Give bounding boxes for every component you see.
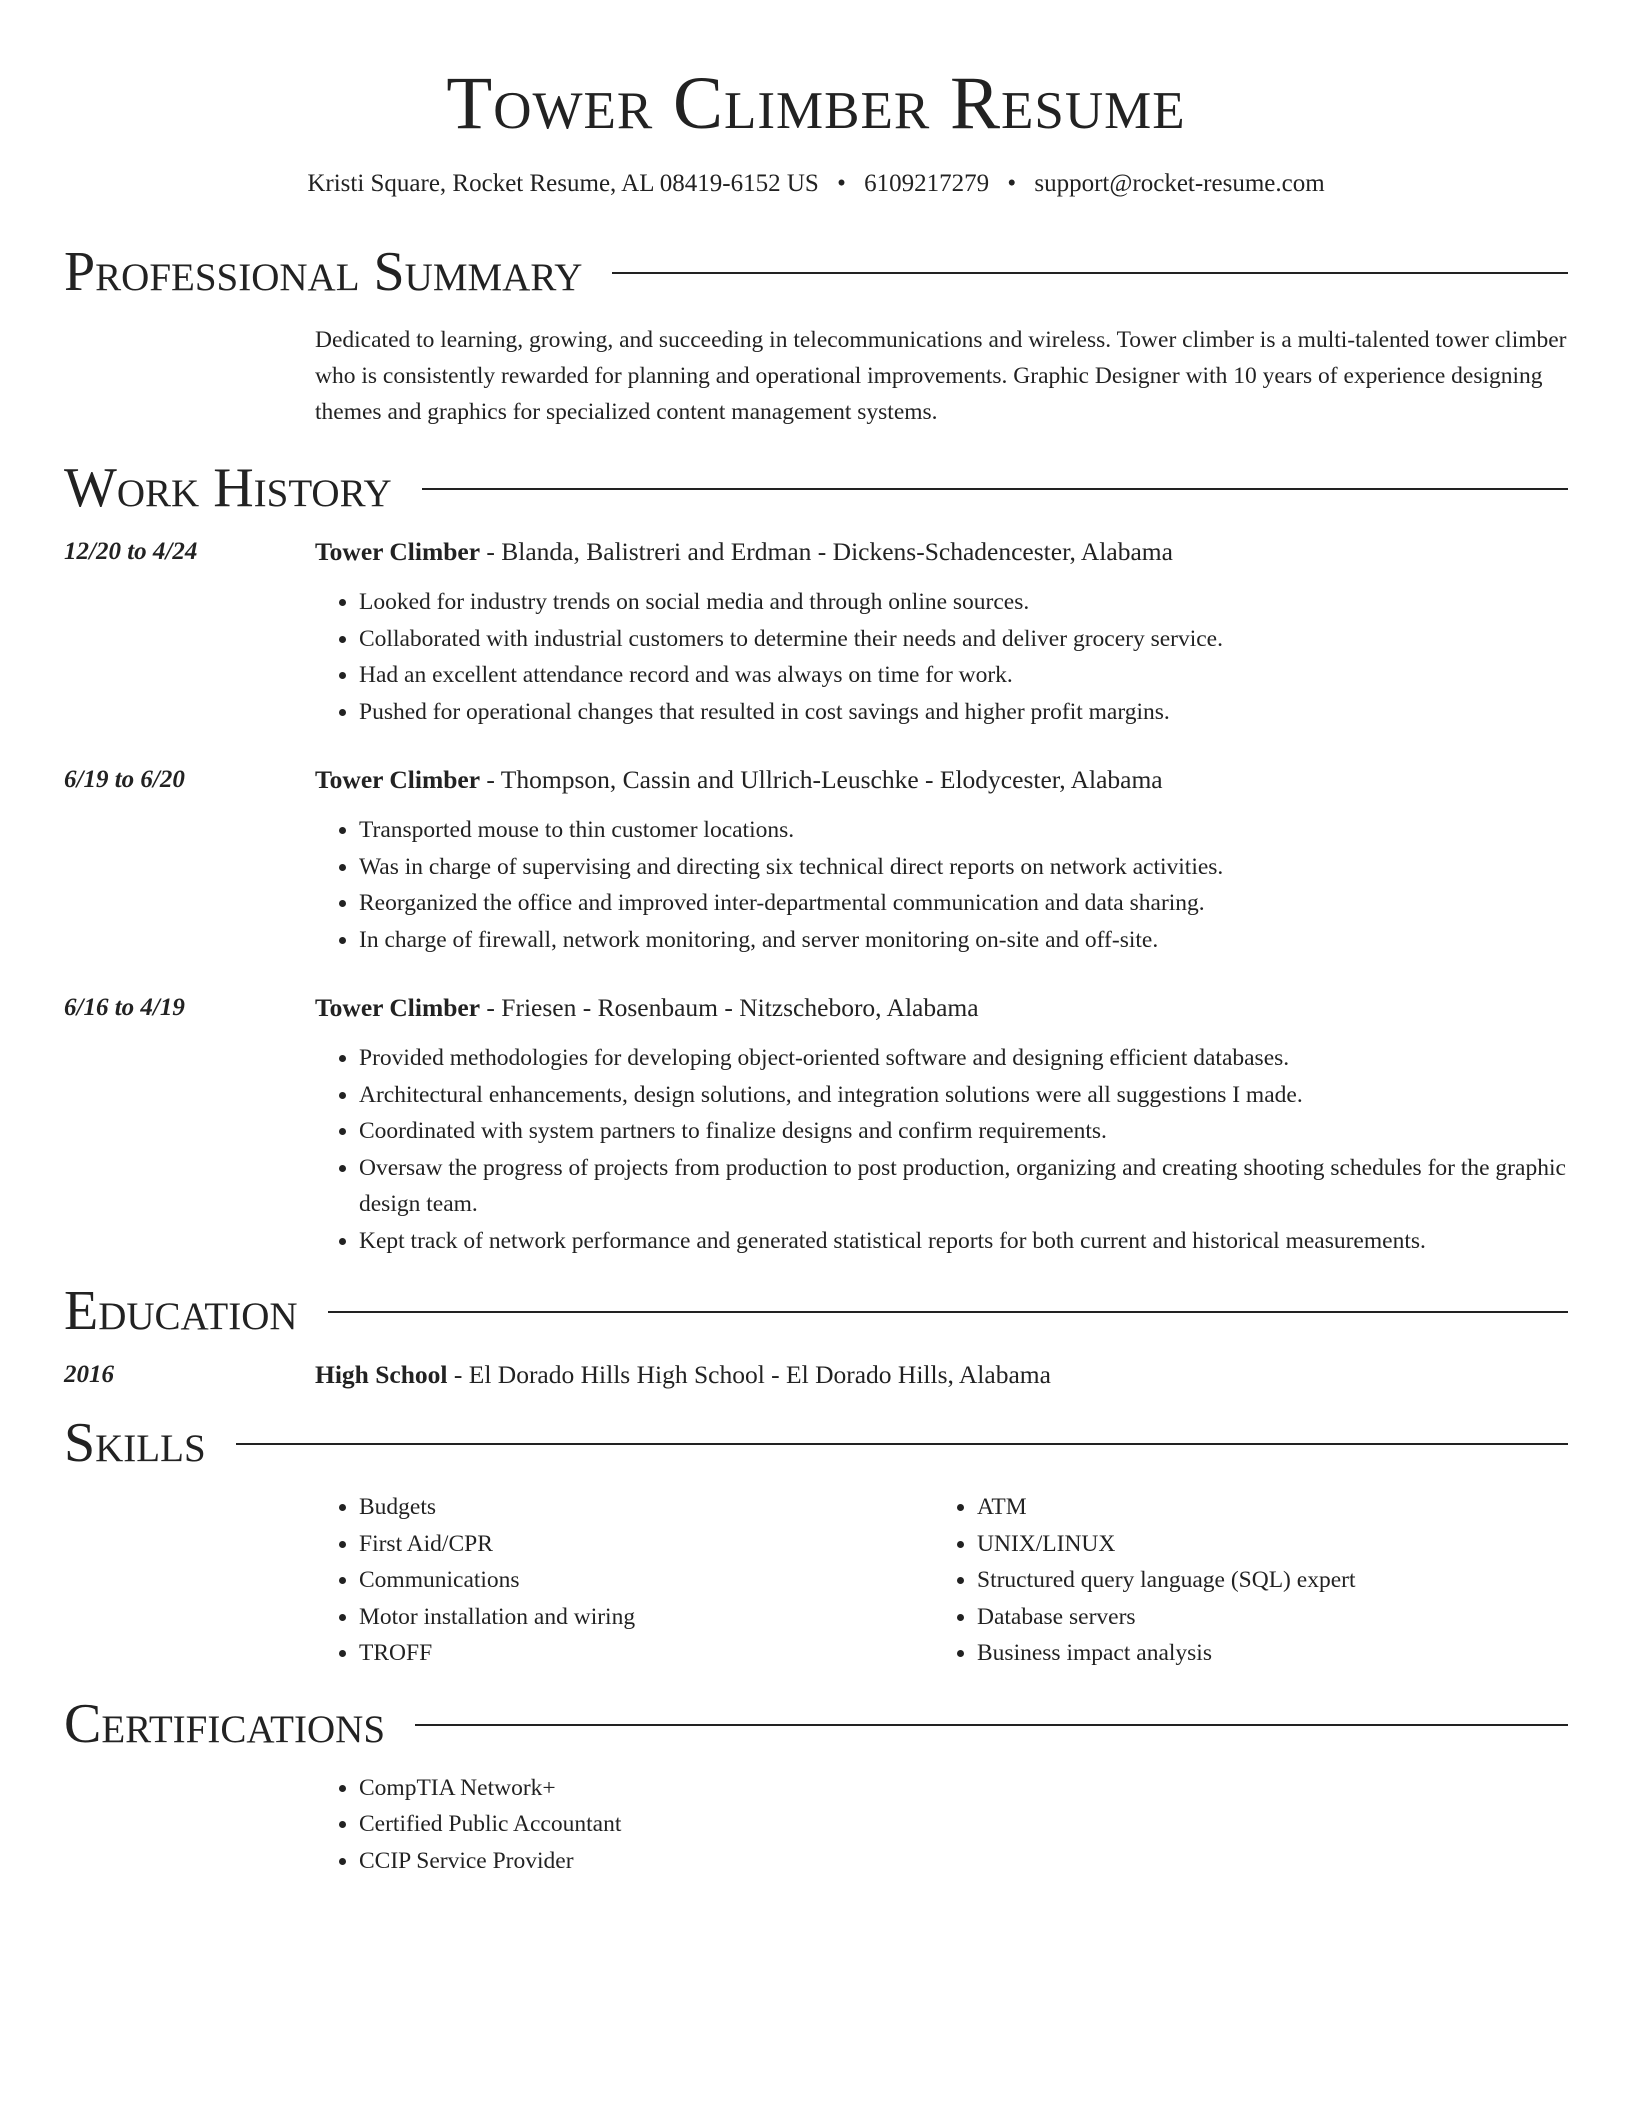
work-entry [64, 762, 1568, 958]
work-role: Tower Climber [315, 537, 481, 566]
section-title: Skills [64, 1412, 206, 1474]
work-headline [315, 534, 1568, 570]
section-divider [422, 488, 1568, 490]
section-divider [415, 1724, 1568, 1726]
list-item: • Communications [359, 1562, 933, 1599]
list-item: • ATM [977, 1489, 1551, 1526]
work-bullets [315, 812, 1568, 958]
list-item: • CompTIA Network+ [359, 1770, 1568, 1807]
list-item: • CCIP Service Provider [359, 1843, 1568, 1880]
skills-section-heading [64, 1411, 1568, 1475]
section-title: Education [64, 1280, 298, 1342]
work-dates: 6/19 to 6/20 [64, 766, 185, 793]
list-item: • Pushed for operational changes that resulted in cost savings and higher profit margins. [359, 694, 1568, 731]
section-title: Professional Summary [64, 241, 583, 303]
work-dates: 12/20 to 4/24 [64, 538, 198, 565]
list-item: • TROFF [359, 1635, 933, 1672]
list-item: • Coordinated with system partners to finalize designs and confirm requirements. [359, 1113, 1568, 1150]
contact-separator: • [1007, 170, 1017, 197]
section-divider [612, 272, 1568, 274]
work-details: - Thompson, Cassin and Ullrich-Leuschke - Elodycester, Alabama [480, 765, 1163, 794]
list-item: • Architectural enhancements, design solutions, and integration solutions were all suggestions I made. [359, 1077, 1568, 1114]
contact-address: Kristi Square, Rocket Resume, AL 08419-6152 US [307, 170, 819, 197]
contact-separator: • [837, 170, 846, 197]
work-details: - Blanda, Balistreri and Erdman - Dickens-Schadencester, Alabama [480, 537, 1173, 566]
section-title: Certifications [64, 1692, 386, 1755]
list-item: • Had an excellent attendance record and was always on time for work. [359, 657, 1568, 694]
summary-text: Dedicated to learning, growing, and succeeding in telecommunications and wireless. Tower climber is a multi-talented tower climber who is consistently rewarded for planning and operational improvements. Graphic Designer with 10 years of experience designing themes and graphics for specialized content management systems. [315, 327, 1567, 425]
list-item: • Motor installation and wiring [359, 1599, 933, 1636]
work-bullets [315, 584, 1568, 730]
certifications-block [315, 1770, 1568, 1880]
list-item: • Business impact analysis [977, 1635, 1551, 1672]
certifications-section-heading [64, 1692, 1568, 1756]
list-item: • Provided methodologies for developing object-oriented software and designing efficient databases. [359, 1040, 1568, 1077]
resume-title: Tower Climber Resume [446, 62, 1186, 145]
certifications-list [315, 1770, 1568, 1880]
list-item: • Kept track of network performance and generated statistical reports for both current and historical measurements. [359, 1223, 1568, 1260]
education-section-heading [64, 1279, 1568, 1343]
section-title: Work History [64, 457, 392, 519]
work-role: Tower Climber [315, 993, 481, 1022]
summary-section-heading [64, 240, 1568, 304]
list-item: • Looked for industry trends on social media and through online sources. [359, 584, 1568, 621]
education-year: 2016 [64, 1361, 114, 1388]
work-entry [64, 534, 1568, 730]
resume-page [64, 0, 1568, 1879]
education-details: - El Dorado Hills High School - El Dorado Hills, Alabama [447, 1360, 1051, 1389]
list-item: • Was in charge of supervising and directing six technical direct reports on network activities. [359, 849, 1568, 886]
list-item: • Structured query language (SQL) expert [977, 1562, 1551, 1599]
list-item: • Reorganized the office and improved inter-departmental communication and data sharing. [359, 885, 1568, 922]
education-headline [315, 1357, 1568, 1393]
list-item: • UNIX/LINUX [977, 1526, 1551, 1563]
work-entry [64, 990, 1568, 1259]
list-item: • In charge of firewall, network monitoring, and server monitoring on-site and off-site. [359, 922, 1568, 959]
contact-phone: 6109217279 [864, 170, 990, 197]
list-item: • Budgets [359, 1489, 933, 1526]
work-section-heading [64, 456, 1568, 520]
list-item: • First Aid/CPR [359, 1526, 933, 1563]
skills-columns [315, 1489, 1568, 1672]
work-bullets [315, 1040, 1568, 1259]
contact-line [64, 168, 1568, 200]
list-item: • Certified Public Accountant [359, 1806, 1568, 1843]
skills-list-left [315, 1489, 933, 1672]
work-dates: 6/16 to 4/19 [64, 994, 185, 1021]
education-degree: High School [315, 1360, 448, 1389]
work-role: Tower Climber [315, 765, 481, 794]
skills-list-right [933, 1489, 1551, 1672]
work-details: - Friesen - Rosenbaum - Nitzscheboro, Alabama [480, 993, 979, 1022]
section-divider [236, 1443, 1568, 1445]
list-item: • Oversaw the progress of projects from production to post production, organizing and creating shooting schedules for the graphic design team. [359, 1150, 1568, 1223]
work-headline [315, 762, 1568, 798]
work-headline [315, 990, 1568, 1026]
list-item: • Transported mouse to thin customer locations. [359, 812, 1568, 849]
section-divider [328, 1311, 1568, 1313]
contact-email: support@rocket-resume.com [1034, 170, 1325, 197]
education-entry [64, 1357, 1568, 1393]
list-item: • Collaborated with industrial customers to determine their needs and deliver grocery service. [359, 621, 1568, 658]
list-item: • Database servers [977, 1599, 1551, 1636]
